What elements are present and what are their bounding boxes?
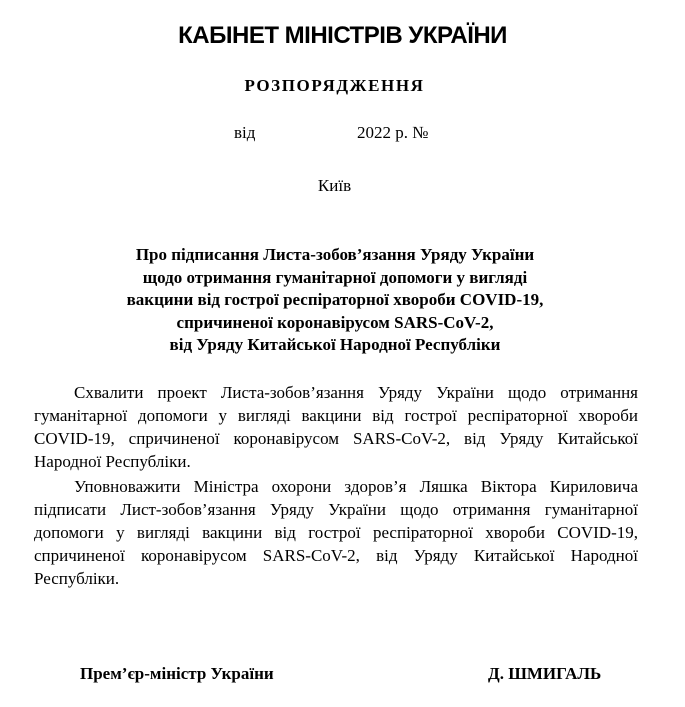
city-name: Київ	[317, 176, 352, 195]
body-paragraph-authorize: Уповноважити Міністра охорони здоров’я Ляшка Віктора Кириловича підписати Лист-зобов’язання Уряду України щодо отримання гуманітарної допомоги у вигляді вакцини від гострої респіраторної хвороби COVID-19, спричиненої коронавірусом SARS-CoV-2, від Уряду Китайської Народної Республіки.	[34, 477, 638, 588]
signatory-name: Д. ШМИГАЛЬ	[488, 664, 602, 683]
subject-line: спричиненої коронавірусом SARS-CoV-2,	[176, 312, 494, 332]
document-subject	[90, 244, 580, 357]
signatory-title: Прем’єр-міністр України	[80, 664, 274, 683]
date-from-label: від	[234, 123, 256, 142]
document-type: РОЗПОРЯДЖЕННЯ	[244, 76, 425, 95]
subject-line: щодо отримання гуманітарної допомоги у вигляді	[142, 267, 528, 287]
body-paragraph-approve: Схвалити проект Листа-зобов’язання Уряду України щодо отримання гуманітарної допомоги у вигляді вакцини від гострої респіраторної хвороби COVID-19, спричиненої коронавірусом SARS-CoV-2, від Уряду Китайської Народної Республіки.	[34, 383, 638, 471]
date-year-number: 2022 р. №	[357, 123, 429, 142]
subject-line: від Уряду Китайської Народної Республіки	[169, 335, 501, 354]
subject-line: Про підписання Листа-зобов’язання Уряду України	[135, 245, 535, 264]
authority-heading: КАБІНЕТ МІНІСТРІВ УКРАЇНИ	[178, 22, 507, 49]
subject-line: вакцини від гострої респіраторної хвороби COVID-19,	[126, 290, 544, 309]
